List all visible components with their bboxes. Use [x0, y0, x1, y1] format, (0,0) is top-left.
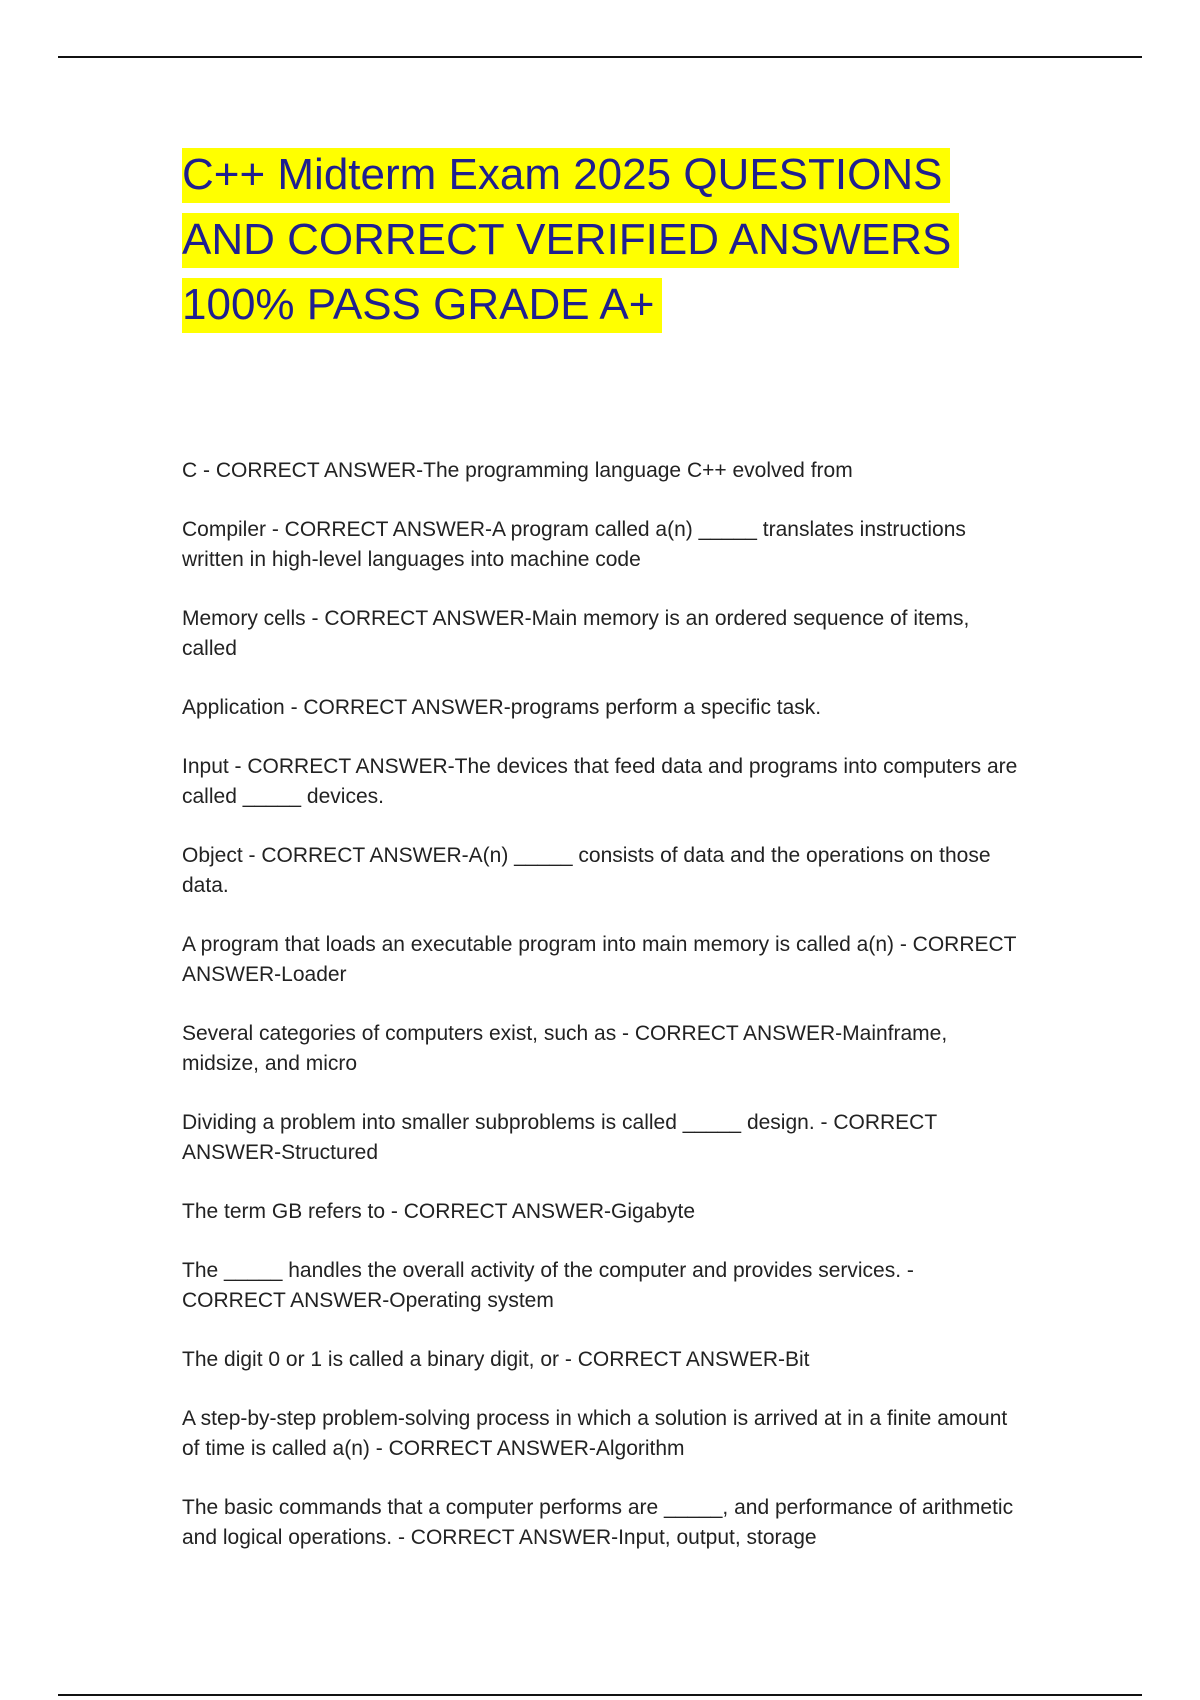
qa-entry-1: C - CORRECT ANSWER-The programming language C++ evolved from — [182, 459, 853, 482]
qa-entry-10: The term GB refers to - CORRECT ANSWER-Gigabyte — [182, 1200, 696, 1223]
bottom-rule — [58, 1694, 1142, 1696]
qa-entry-3: Memory cells - CORRECT ANSWER-Main memory is an ordered sequence of items, called — [182, 607, 970, 660]
qa-entry-8: Several categories of computers exist, such as - CORRECT ANSWER-Mainframe, midsize, and micro — [182, 1022, 948, 1075]
qa-entry-6: Object - CORRECT ANSWER-A(n) _____ consists of data and the operations on those data. — [182, 844, 991, 897]
qa-entry-5: Input - CORRECT ANSWER-The devices that feed data and programs into computers are called _____ devices. — [182, 755, 1018, 808]
qa-list — [182, 456, 1022, 1582]
qa-entry-12: The digit 0 or 1 is called a binary digit, or - CORRECT ANSWER-Bit — [182, 1348, 810, 1371]
document-title — [182, 142, 1012, 337]
qa-entry-2: Compiler - CORRECT ANSWER-A program called a(n) _____ translates instructions written in high-level languages into machine code — [182, 518, 966, 571]
qa-entry-14: The basic commands that a computer performs are _____, and performance of arithmetic and logical operations. - CORRECT ANSWER-Input, output, storage — [182, 1496, 1014, 1549]
qa-entry-9: Dividing a problem into smaller subproblems is called _____ design. - CORRECT ANSWER-Structured — [182, 1111, 937, 1164]
title-highlight: C++ Midterm Exam 2025 QUESTIONS AND CORRECT VERIFIED ANSWERS 100% PASS GRADE A+ — [182, 148, 959, 333]
qa-entry-11: The _____ handles the overall activity of the computer and provides services. - CORRECT ANSWER-Operating system — [182, 1259, 914, 1312]
qa-entry-7: A program that loads an executable program into main memory is called a(n) - CORRECT ANSWER-Loader — [182, 933, 1017, 986]
qa-entry-4: Application - CORRECT ANSWER-programs perform a specific task. — [182, 696, 822, 719]
top-rule — [58, 56, 1142, 58]
qa-entry-13: A step-by-step problem-solving process in which a solution is arrived at in a finite amount of time is called a(n) - CORRECT ANSWER-Algorithm — [182, 1407, 1008, 1460]
